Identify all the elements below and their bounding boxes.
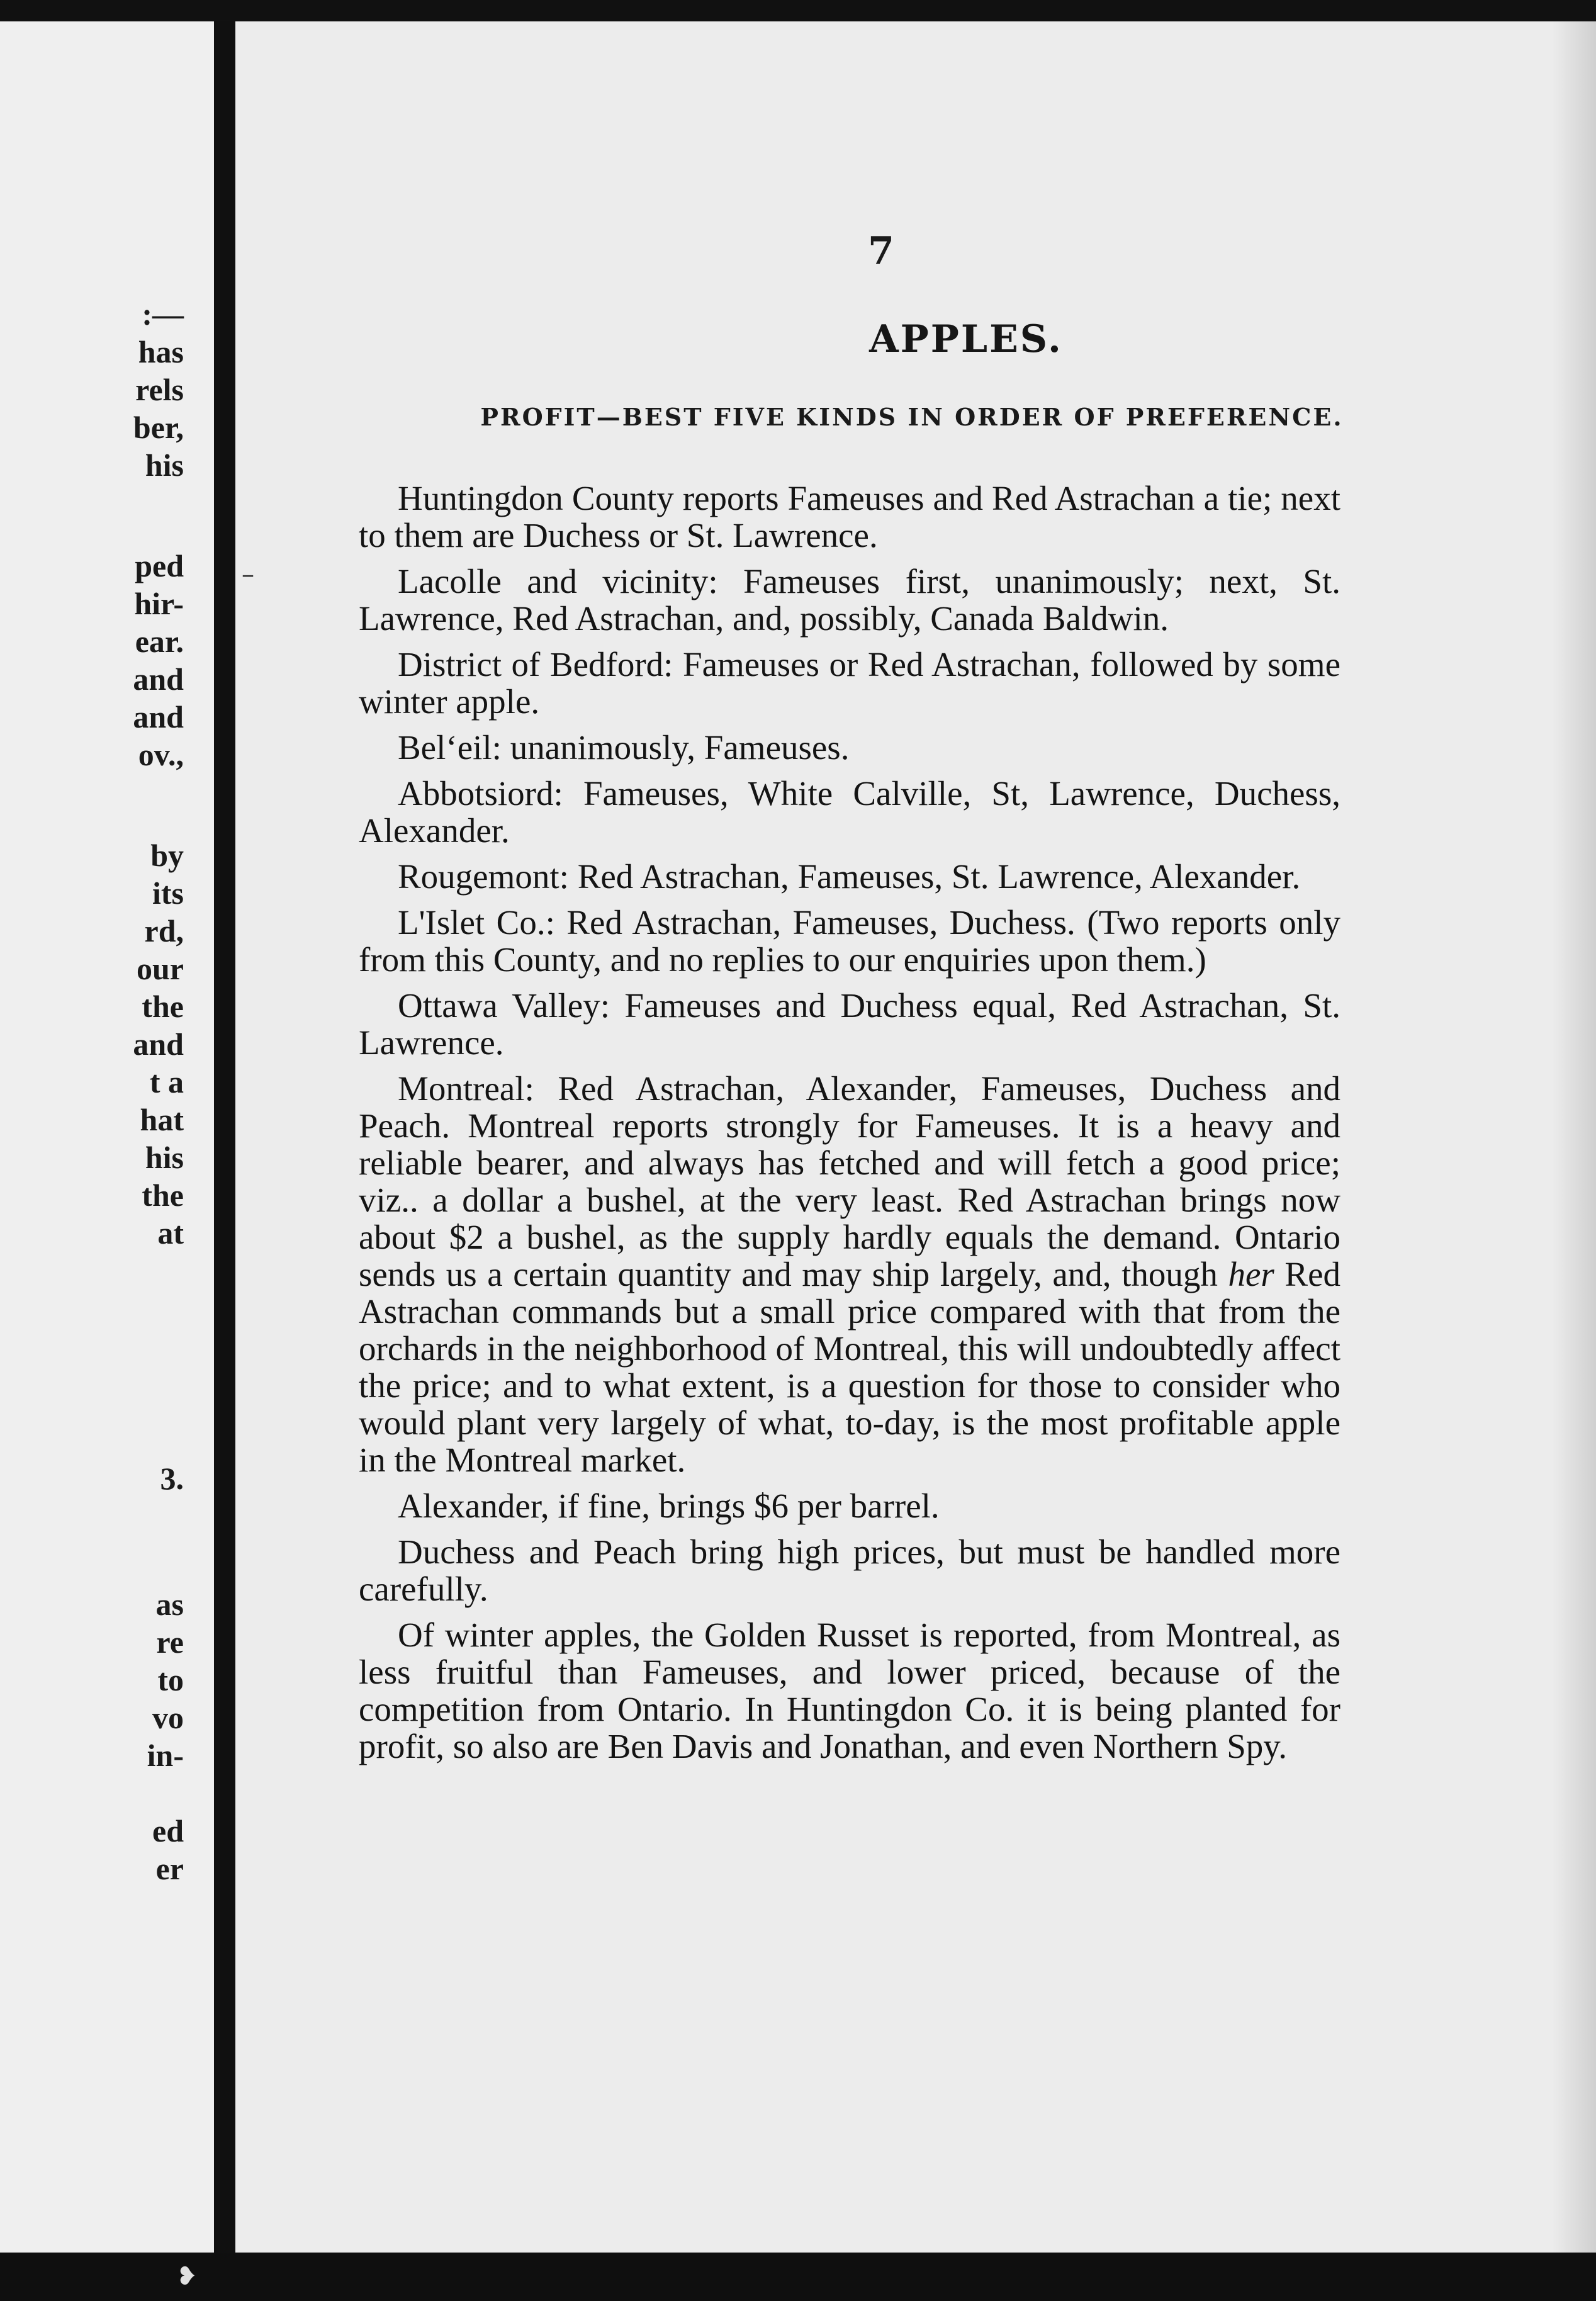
- left-page-edge: [0, 21, 214, 2253]
- montreal-text-start: Montreal: Red Astrachan, Alexander, Fameuses, Duchess and Peach. Montreal reports strongly for Fameuses. It is a heavy and reliable bearer, and always has fetched and will fetch a good price; viz.. a dollar a bushel, at the very least. Red Astrachan brings now about $2 a bushel, as the supply hardly equals the demand. Ontario sends us a certain quantity and may ship largely, and, though: [359, 1069, 1340, 1293]
- bottom-mark: ❥: [176, 2262, 198, 2291]
- montreal-emphasis: her: [1228, 1255, 1274, 1293]
- left-fragment: ber,: [133, 410, 184, 445]
- paragraph-montreal: [359, 1070, 1340, 1478]
- montreal-text-end: Red Astrachan commands but a small price compared with that from the orchards in the neighborhood of Montreal, this will undoubtedly affect the price; and to what extent, is a question for those to consider who would plant very largely of what, to-day, is the most profitable apple in the Montreal market.: [359, 1255, 1340, 1479]
- left-fragment: his: [145, 447, 184, 483]
- left-fragment: has: [138, 334, 184, 369]
- left-fragment: t a: [149, 1064, 184, 1100]
- paragraph-abbotsford: Abbotsiord: Fameuses, White Calville, St, Lawrence, Duchess, Alexander.: [359, 774, 1340, 850]
- section-subtitle: PROFIT—BEST FIVE KINDS IN ORDER OF PREFERENCE.: [480, 403, 1344, 431]
- left-fragment: and: [133, 699, 184, 734]
- left-fragment: ear.: [135, 624, 184, 659]
- left-fragment: hat: [140, 1102, 184, 1137]
- margin-mark: –: [242, 560, 254, 589]
- left-fragment: at: [157, 1215, 184, 1251]
- left-fragment: its: [152, 875, 184, 911]
- book-gutter: [214, 21, 235, 2253]
- left-fragment: re: [156, 1624, 184, 1660]
- paragraph-huntingdon: Huntingdon County reports Fameuses and Red Astrachan a tie; next to them are Duchess or St. Lawrence.: [359, 479, 1340, 554]
- page-title: APPLES.: [869, 317, 1063, 361]
- right-page: [235, 21, 1596, 2253]
- left-fragment: as: [155, 1587, 184, 1622]
- body-text: [359, 480, 1340, 1774]
- left-fragment: ov.,: [138, 737, 184, 772]
- paragraph-winter-apples: Of winter apples, the Golden Russet is reported, from Montreal, as less fruitful than Fameuses, and lower priced, because of the competition from Ontario. In Huntingdon Co. it is being planted for profit, so also are Ben Davis and Jonathan, and even Northern Spy.: [359, 1616, 1340, 1765]
- left-fragment: er: [155, 1851, 184, 1886]
- left-fragment: to: [157, 1662, 184, 1697]
- paragraph-duchess-peach: Duchess and Peach bring high prices, but must be handled more carefully.: [359, 1533, 1340, 1608]
- left-fragment: ped: [135, 548, 184, 583]
- left-fragment: vo: [152, 1700, 184, 1735]
- left-fragment: rd,: [144, 913, 184, 948]
- bottom-edge: [0, 2253, 1596, 2301]
- left-fragment: the: [142, 989, 184, 1024]
- left-fragment: by: [150, 838, 184, 873]
- paragraph-rougemont: Rougemont: Red Astrachan, Fameuses, St. Lawrence, Alexander.: [398, 857, 1301, 896]
- paragraph-bedford: District of Bedford: Fameuses or Red Astrachan, followed by some winter apple.: [359, 645, 1340, 721]
- paragraph-lacolle: Lacolle and vicinity: Fameuses first, unanimously; next, St. Lawrence, Red Astrachan, and, possibly, Canada Baldwin.: [359, 562, 1340, 638]
- left-fragment: :—: [142, 296, 184, 332]
- left-fragment: the: [142, 1178, 184, 1213]
- paragraph-ottawa-valley: Ottawa Valley: Fameuses and Duchess equal, Red Astrachan, St. Lawrence.: [359, 986, 1340, 1062]
- left-fragment: our: [137, 951, 184, 986]
- left-fragment: ed: [152, 1813, 184, 1848]
- page-number: 7: [868, 229, 894, 273]
- left-fragment: rels: [135, 372, 184, 407]
- paragraph-alexander: Alexander, if fine, brings $6 per barrel.: [398, 1487, 940, 1525]
- paragraph-beloeil: Bel‘eil: unanimously, Fameuses.: [398, 728, 850, 767]
- paragraph-lislet: L'Islet Co.: Red Astrachan, Fameuses, Duchess. (Two reports only from this County, and no replies to our enquiries upon them.): [359, 903, 1340, 979]
- left-fragment: and: [133, 661, 184, 697]
- left-fragment: hir-: [134, 586, 184, 621]
- left-fragment: and: [133, 1027, 184, 1062]
- left-fragment: his: [145, 1140, 184, 1175]
- left-fragment: 3.: [160, 1461, 184, 1496]
- top-edge: [0, 0, 1596, 21]
- left-fragment: in-: [147, 1738, 184, 1773]
